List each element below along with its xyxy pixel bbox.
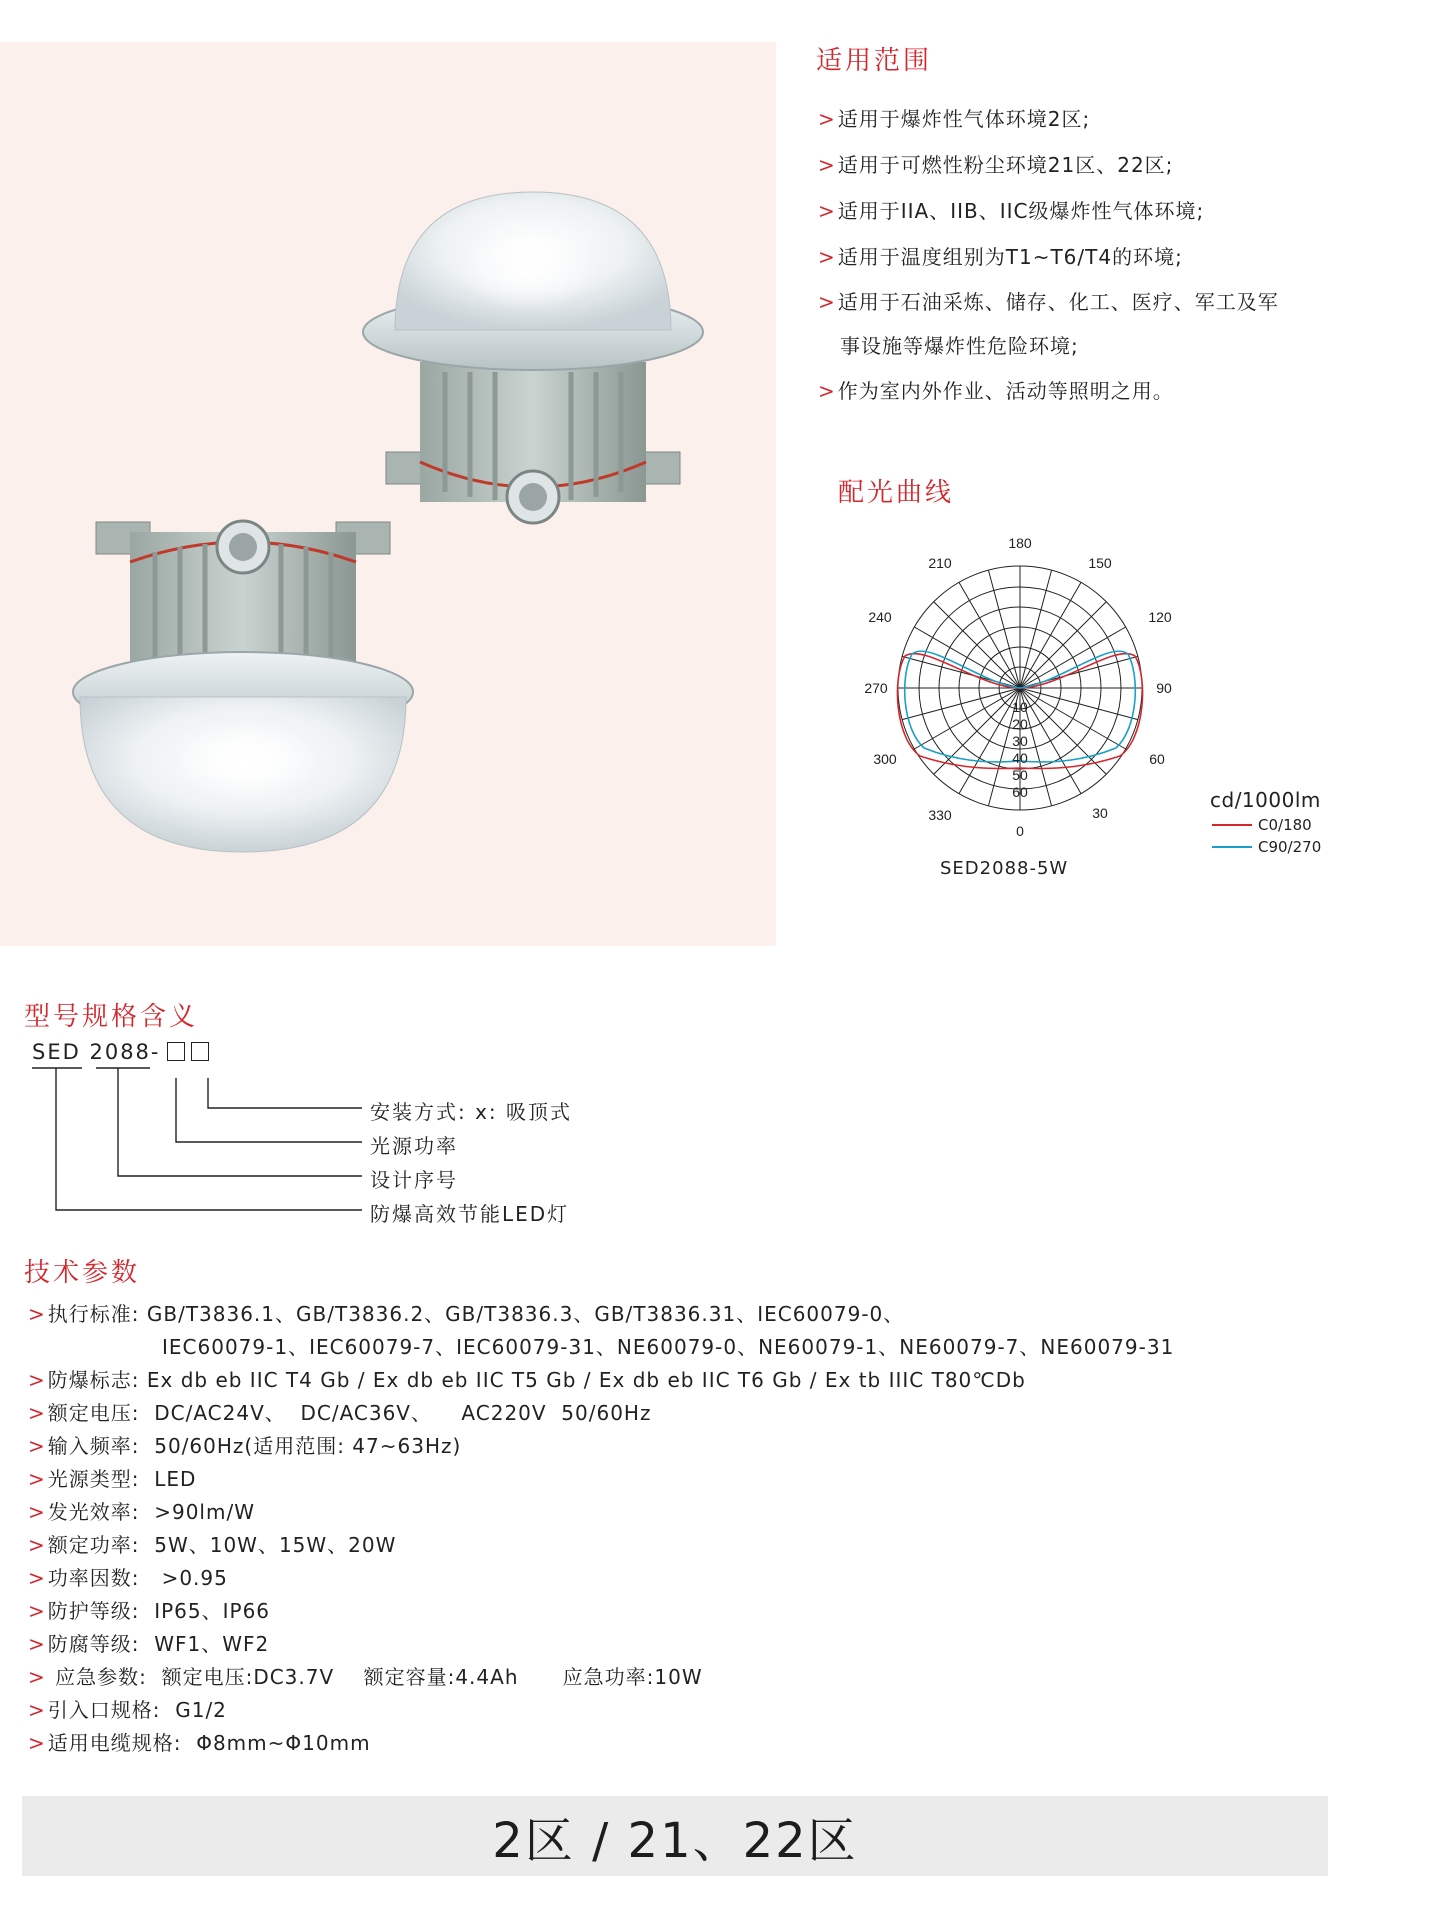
angle-label: 180 — [1008, 535, 1032, 551]
list-item: > 适用于温度组别为T1~T6/T4的环境; — [818, 245, 1183, 269]
list-item: > 应急参数: 额定电压:DC3.7V 额定容量:4.4Ah 应急功率:10W — [28, 1665, 703, 1689]
polar-spoke — [1020, 688, 1126, 749]
polar-spoke — [959, 688, 1020, 794]
light-curve-title: 配光曲线 — [838, 478, 955, 508]
polar-light-curve — [860, 530, 1190, 850]
polar-spoke — [934, 602, 1020, 688]
tech-params-title: 技术参数 — [24, 1258, 141, 1288]
angle-label: 240 — [868, 609, 892, 625]
polar-spoke — [1020, 688, 1081, 794]
radial-label: 40 — [1012, 750, 1028, 766]
placeholder-box — [191, 1042, 209, 1061]
model-label-install: 安装方式: x: 吸顶式 — [370, 1100, 573, 1124]
angle-label: 30 — [1092, 805, 1108, 821]
legend-swatch — [1212, 824, 1252, 826]
placeholder-box — [167, 1042, 185, 1061]
angle-label: 300 — [873, 751, 897, 767]
radial-label: 10 — [1012, 699, 1028, 715]
list-item: > 光源类型: LED — [28, 1467, 197, 1491]
angle-label: 90 — [1156, 680, 1172, 696]
footer-zone-bar — [22, 1796, 1328, 1876]
radial-label: 60 — [1012, 784, 1028, 800]
curve-model-label: SED2088-5W — [940, 858, 1069, 879]
product-photo-panel — [0, 42, 776, 946]
model-label-serial: 设计序号 — [370, 1168, 458, 1192]
list-item: > 适用于IIA、IIB、IIC级爆炸性气体环境; — [818, 199, 1205, 223]
list-item: > 额定功率: 5W、10W、15W、20W — [28, 1533, 397, 1557]
list-item: > 功率因数: >0.95 — [28, 1566, 228, 1590]
polar-spoke — [1020, 602, 1106, 688]
list-item: > 适用电缆规格: Φ8mm~Φ10mm — [28, 1731, 371, 1755]
applicable-range-title: 适用范围 — [816, 46, 933, 76]
model-label-power: 光源功率 — [370, 1134, 458, 1158]
angle-label: 210 — [928, 555, 952, 571]
list-item: > 防护等级: IP65、IP66 — [28, 1599, 271, 1623]
angle-label: 270 — [864, 680, 888, 696]
model-meaning-title: 型号规格含义 — [24, 1002, 199, 1032]
list-item: > 适用于石油采炼、储存、化工、医疗、军工及军 事设施等爆炸性危险环境; — [818, 290, 1279, 358]
list-item: > 引入口规格: G1/2 — [28, 1698, 227, 1722]
list-item: > 适用于爆炸性气体环境2区; — [818, 107, 1091, 131]
angle-label: 150 — [1088, 555, 1112, 571]
model-bracket-lines — [30, 1062, 370, 1212]
applicable-range-list — [818, 96, 1338, 414]
legend-item-c0: C0/180 — [1210, 816, 1321, 834]
model-label-type: 防爆高效节能LED灯 — [370, 1202, 570, 1226]
list-item: > 执行标准: GB/T3836.1、GB/T3836.2、GB/T3836.3、GB/T3836.31、IEC60079-0、 IEC60079-1、IEC60079-7、IEC60079-31、NE60079-0、NE60079-1、NE60079-7、NE60079-31 — [28, 1302, 1175, 1359]
polar-spoke — [914, 688, 1020, 749]
lamp-bottom — [73, 521, 413, 852]
tech-params-list — [28, 1298, 1208, 1760]
angle-label: 330 — [928, 807, 952, 823]
radial-label: 20 — [1012, 716, 1028, 732]
legend-item-c90: C90/270 — [1210, 838, 1321, 856]
angle-label: 60 — [1149, 751, 1165, 767]
angle-label: 120 — [1148, 609, 1172, 625]
radial-label: 50 — [1012, 767, 1028, 783]
list-item: > 适用于可燃性粉尘环境21区、22区; — [818, 153, 1174, 177]
list-item: > 防爆标志: Ex db eb IIC T4 Gb / Ex db eb IIC T5 Gb / Ex db eb IIC T6 Gb / Ex tb IIIC T80℃Db — [28, 1368, 1026, 1392]
lamp-top — [363, 192, 703, 523]
angle-label: 0 — [1016, 823, 1024, 839]
list-item: > 作为室内外作业、活动等照明之用。 — [818, 379, 1174, 403]
list-item: > 防腐等级: WF1、WF2 — [28, 1632, 270, 1656]
curve-legend — [1210, 788, 1321, 856]
list-item: > 额定电压: DC/AC24V、 DC/AC36V、 AC220V 50/60Hz — [28, 1401, 652, 1425]
legend-swatch — [1212, 846, 1252, 848]
list-item: > 发光效率: >90lm/W — [28, 1500, 255, 1524]
model-code: SED 2088- — [32, 1040, 209, 1064]
legend-unit: cd/1000lm — [1210, 788, 1321, 812]
product-photo — [0, 42, 776, 946]
radial-label: 30 — [1012, 733, 1028, 749]
footer-zone-text: 2区 / 21、22区 — [492, 1812, 858, 1869]
list-item: > 输入频率: 50/60Hz(适用范围: 47~63Hz) — [28, 1434, 462, 1458]
